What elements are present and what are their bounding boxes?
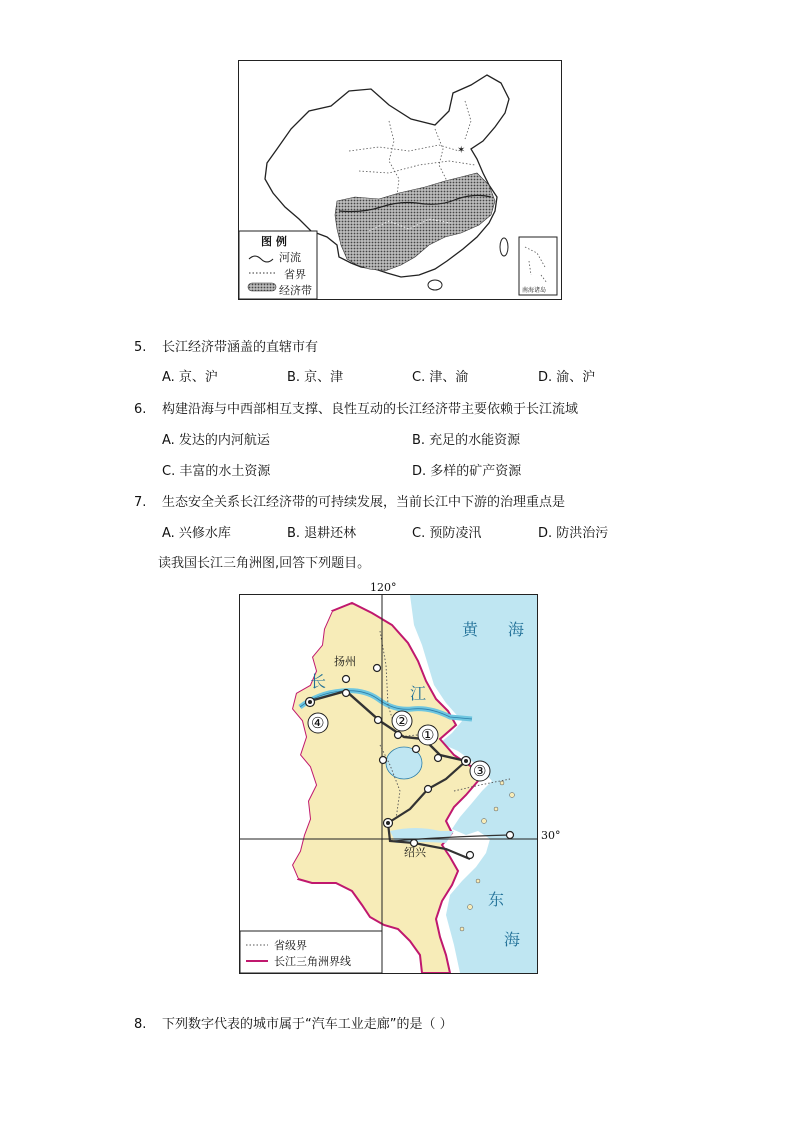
longitude-label: 120° — [370, 581, 397, 594]
q6-option-d[interactable]: D. 多样的矿产资源 — [412, 464, 522, 479]
q6-option-c[interactable]: C. 丰富的水土资源 — [162, 464, 271, 479]
sea-yellow-2: 海 — [508, 620, 525, 639]
q8-number: 8. — [134, 1017, 147, 1032]
q5-option-a[interactable]: A. 京、沪 — [162, 370, 218, 385]
legend-border-label: 省界 — [284, 268, 306, 281]
q6-option-b[interactable]: B. 充足的水能资源 — [412, 433, 521, 448]
q5-text: 长江经济带涵盖的直辖市有 — [162, 340, 319, 355]
q6-text: 构建沿海与中西部相互支撑、良性互动的长江经济带主要依赖于长江流域 — [162, 402, 579, 417]
q7-text: 生态安全关系长江经济带的可持续发展，当前长江中下游的治理重点是 — [162, 495, 566, 510]
q7-option-c[interactable]: C. 预防凌汛 — [412, 526, 482, 541]
q7-number: 7. — [134, 495, 147, 510]
yangtze-delta-map — [239, 594, 538, 974]
legend-title: 图 例 — [261, 235, 287, 248]
q6-number: 6. — [134, 402, 147, 417]
legend-river-label: 河流 — [279, 251, 301, 264]
legend-delta-label: 长江三角洲界线 — [274, 955, 351, 968]
city-shaoxing: 绍兴 — [404, 846, 426, 859]
latitude-label: 30° — [541, 829, 561, 842]
sea-east-1: 东 — [488, 890, 505, 909]
city-number-2: ② — [395, 712, 409, 730]
legend-province-label: 省级界 — [274, 939, 307, 952]
sea-east-2: 海 — [504, 930, 521, 949]
q6-option-a[interactable]: A. 发达的内河航运 — [162, 433, 270, 448]
q8-text: 下列数字代表的城市属于“汽车工业走廊”的是（ ） — [162, 1017, 453, 1032]
q7-option-b[interactable]: B. 退耕还林 — [287, 526, 357, 541]
river-label-2: 江 — [410, 684, 427, 703]
sea-yellow-1: 黄 — [462, 620, 479, 639]
map2-intro: 读我国长江三角洲图,回答下列题目。 — [158, 556, 371, 571]
q5-option-c[interactable]: C. 津、渝 — [412, 370, 469, 385]
city-number-4: ④ — [311, 714, 325, 732]
svg-text:✶: ✶ — [457, 145, 466, 156]
delta-map-graphic — [240, 595, 537, 973]
q5-option-d[interactable]: D. 渝、沪 — [538, 370, 596, 385]
q7-option-d[interactable]: D. 防洪治污 — [538, 526, 609, 541]
q5-option-b[interactable]: B. 京、津 — [287, 370, 344, 385]
city-number-3: ③ — [473, 762, 487, 780]
china-map — [238, 60, 562, 300]
inset-label: 南海诸岛 — [522, 287, 547, 294]
q7-option-a[interactable]: A. 兴修水库 — [162, 526, 231, 541]
q5-number: 5. — [134, 340, 147, 355]
legend-belt-label: 经济带 — [279, 284, 312, 297]
city-yangzhou: 扬州 — [334, 655, 356, 668]
city-number-1: ① — [421, 726, 435, 744]
river-label-1: 长 — [310, 672, 327, 691]
